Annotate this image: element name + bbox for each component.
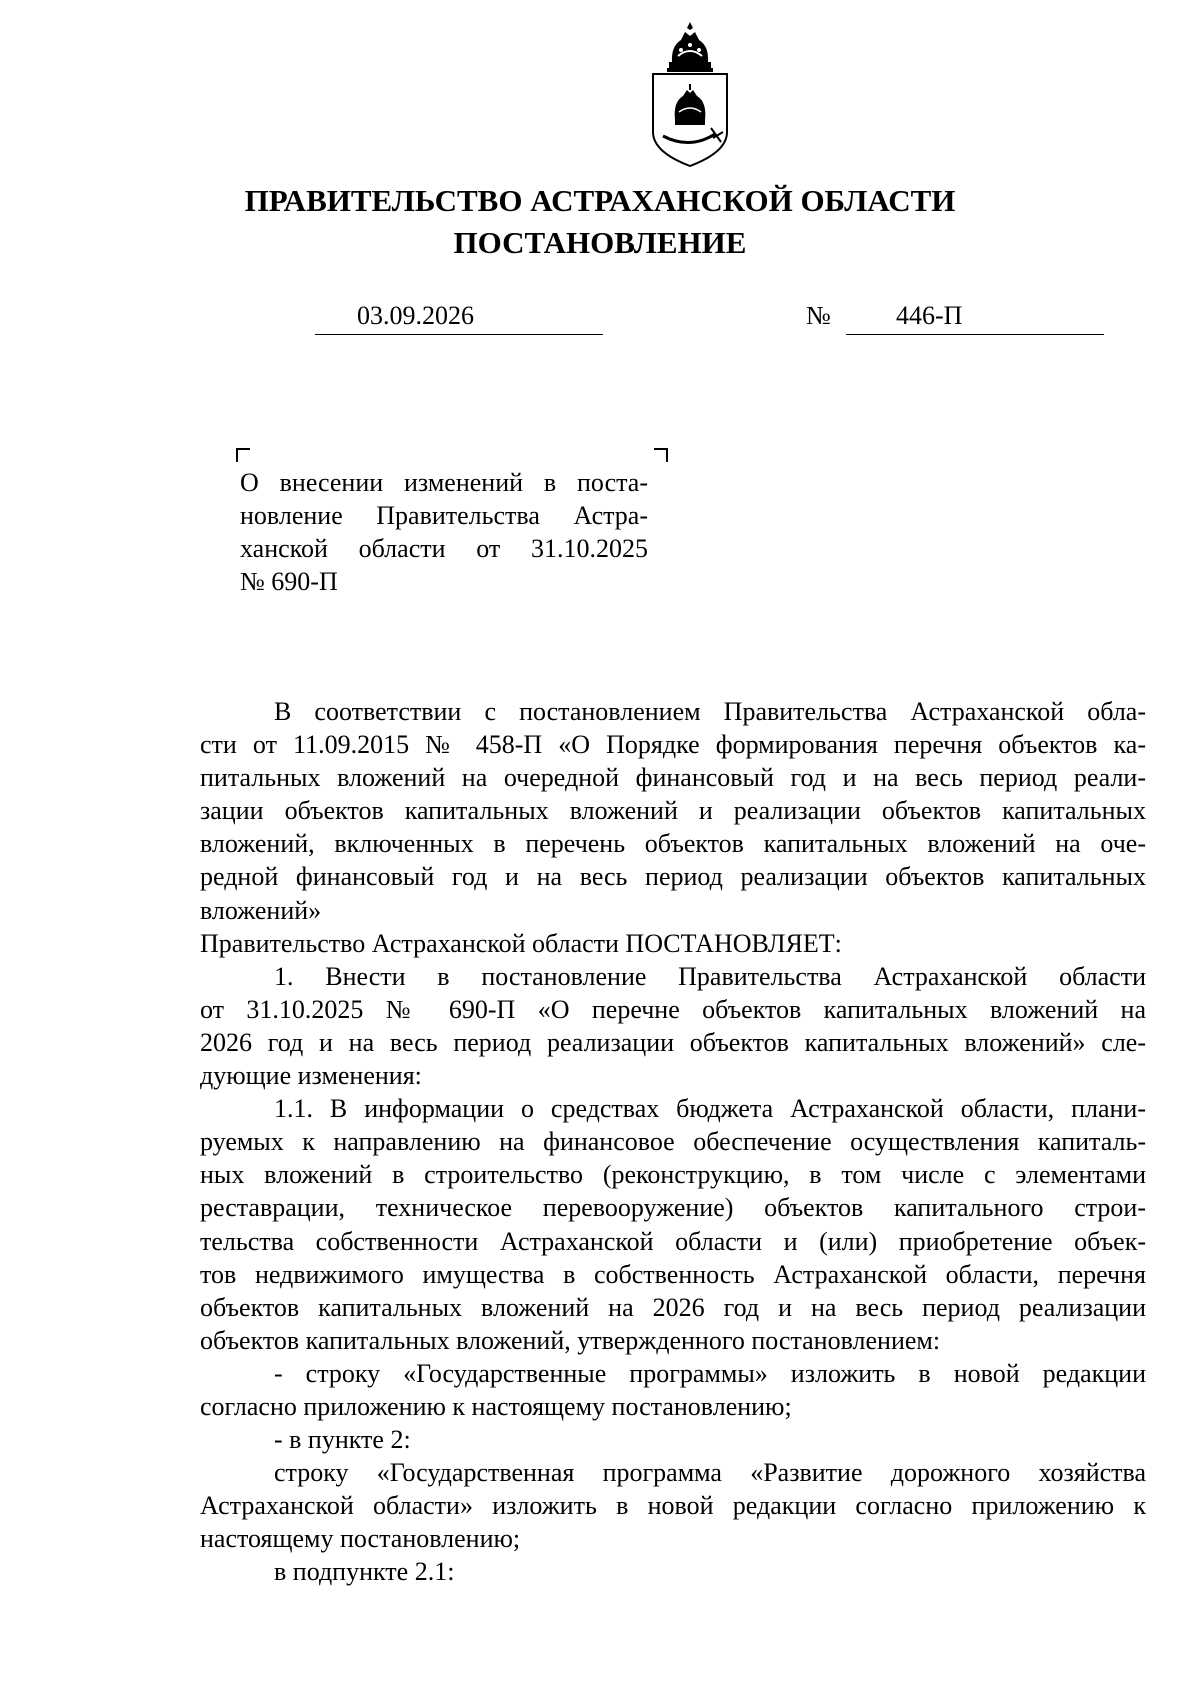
body-line: объектов капитальных вложений на 2026 год и на весь период реализации	[200, 1292, 1146, 1322]
body-line: настоящему постановлению;	[200, 1524, 521, 1554]
document-date-field	[315, 298, 603, 335]
document-date: 03.09.2026	[357, 301, 474, 330]
body-line: Астраханской области» изложить в новой редакции согласно приложению к	[200, 1491, 1146, 1521]
document-number: 446-П	[896, 301, 963, 330]
organization-title: ПРАВИТЕЛЬСТВО АСТРАХАНСКОЙ ОБЛАСТИ	[244, 183, 956, 218]
document-type-title: ПОСТАНОВЛЕНИЕ	[453, 225, 747, 260]
body-line: вложений, включенных в перечень объектов капитальных вложений на оче-	[200, 829, 1146, 859]
body-line: редной финансовый год и на весь период реализации объектов капитальных	[200, 862, 1146, 892]
body-line: Правительство Астраханской области ПОСТАНОВЛЯЕТ:	[200, 928, 842, 958]
body-line: - строку «Государственные программы» изложить в новой редакции	[274, 1358, 1146, 1388]
body-line: тельства собственности Астраханской области и (или) приобретение объек-	[200, 1226, 1146, 1256]
subject-line: О внесении изменений в поста-	[240, 468, 648, 497]
subject-corner-left	[236, 448, 250, 462]
subject-line: ханской области от 31.10.2025	[240, 534, 648, 563]
body-line: объектов капитальных вложений, утвержденного постановлением:	[200, 1325, 941, 1355]
document-subject	[240, 466, 648, 598]
body-line: реставрации, техническое перевооружение) объектов капитального строи-	[200, 1193, 1146, 1223]
body-line: - в пункте 2:	[274, 1425, 411, 1455]
body-line: ных вложений в строительство (реконструкцию, в том числе с элементами	[200, 1160, 1146, 1190]
body-line: 2026 год и на весь период реализации объектов капитальных вложений» сле-	[200, 1027, 1146, 1057]
body-line: в подпункте 2.1:	[274, 1557, 455, 1587]
body-line: 1.1. В информации о средствах бюджета Астраханской области, плани-	[274, 1094, 1146, 1124]
body-line: сти от 11.09.2015 № 458-П «О Порядке формирования перечня объектов ка-	[200, 730, 1146, 760]
body-line: согласно приложению к настоящему постановлению;	[200, 1391, 792, 1421]
body-line: В соответствии с постановлением Правительства Астраханской обла-	[274, 697, 1146, 726]
subject-corner-right	[654, 448, 668, 462]
body-line: зации объектов капитальных вложений и реализации объектов капитальных	[200, 796, 1146, 826]
document-body	[200, 695, 1146, 1589]
body-line: 1. Внести в постановление Правительства Астраханской области	[274, 961, 1146, 991]
number-sign: №	[806, 301, 831, 330]
subject-line: новление Правительства Астра-	[240, 501, 648, 530]
subject-line: № 690-П	[240, 567, 338, 596]
body-line: строку «Государственная программа «Развитие дорожного хозяйства	[274, 1458, 1146, 1488]
body-line: дующие изменения:	[200, 1061, 422, 1091]
body-line: руемых к направлению на финансовое обеспечение осуществления капиталь-	[200, 1127, 1146, 1157]
body-line: питальных вложений на очередной финансовый год и на весь период реали-	[200, 763, 1146, 793]
coat-of-arms-icon	[645, 20, 735, 170]
document-number-field	[846, 298, 1104, 335]
body-line: вложений»	[200, 895, 322, 925]
body-line: от 31.10.2025 № 690-П «О перечне объектов капитальных вложений на	[200, 994, 1146, 1024]
body-line: тов недвижимого имущества в собственность Астраханской области, перечня	[200, 1259, 1146, 1289]
